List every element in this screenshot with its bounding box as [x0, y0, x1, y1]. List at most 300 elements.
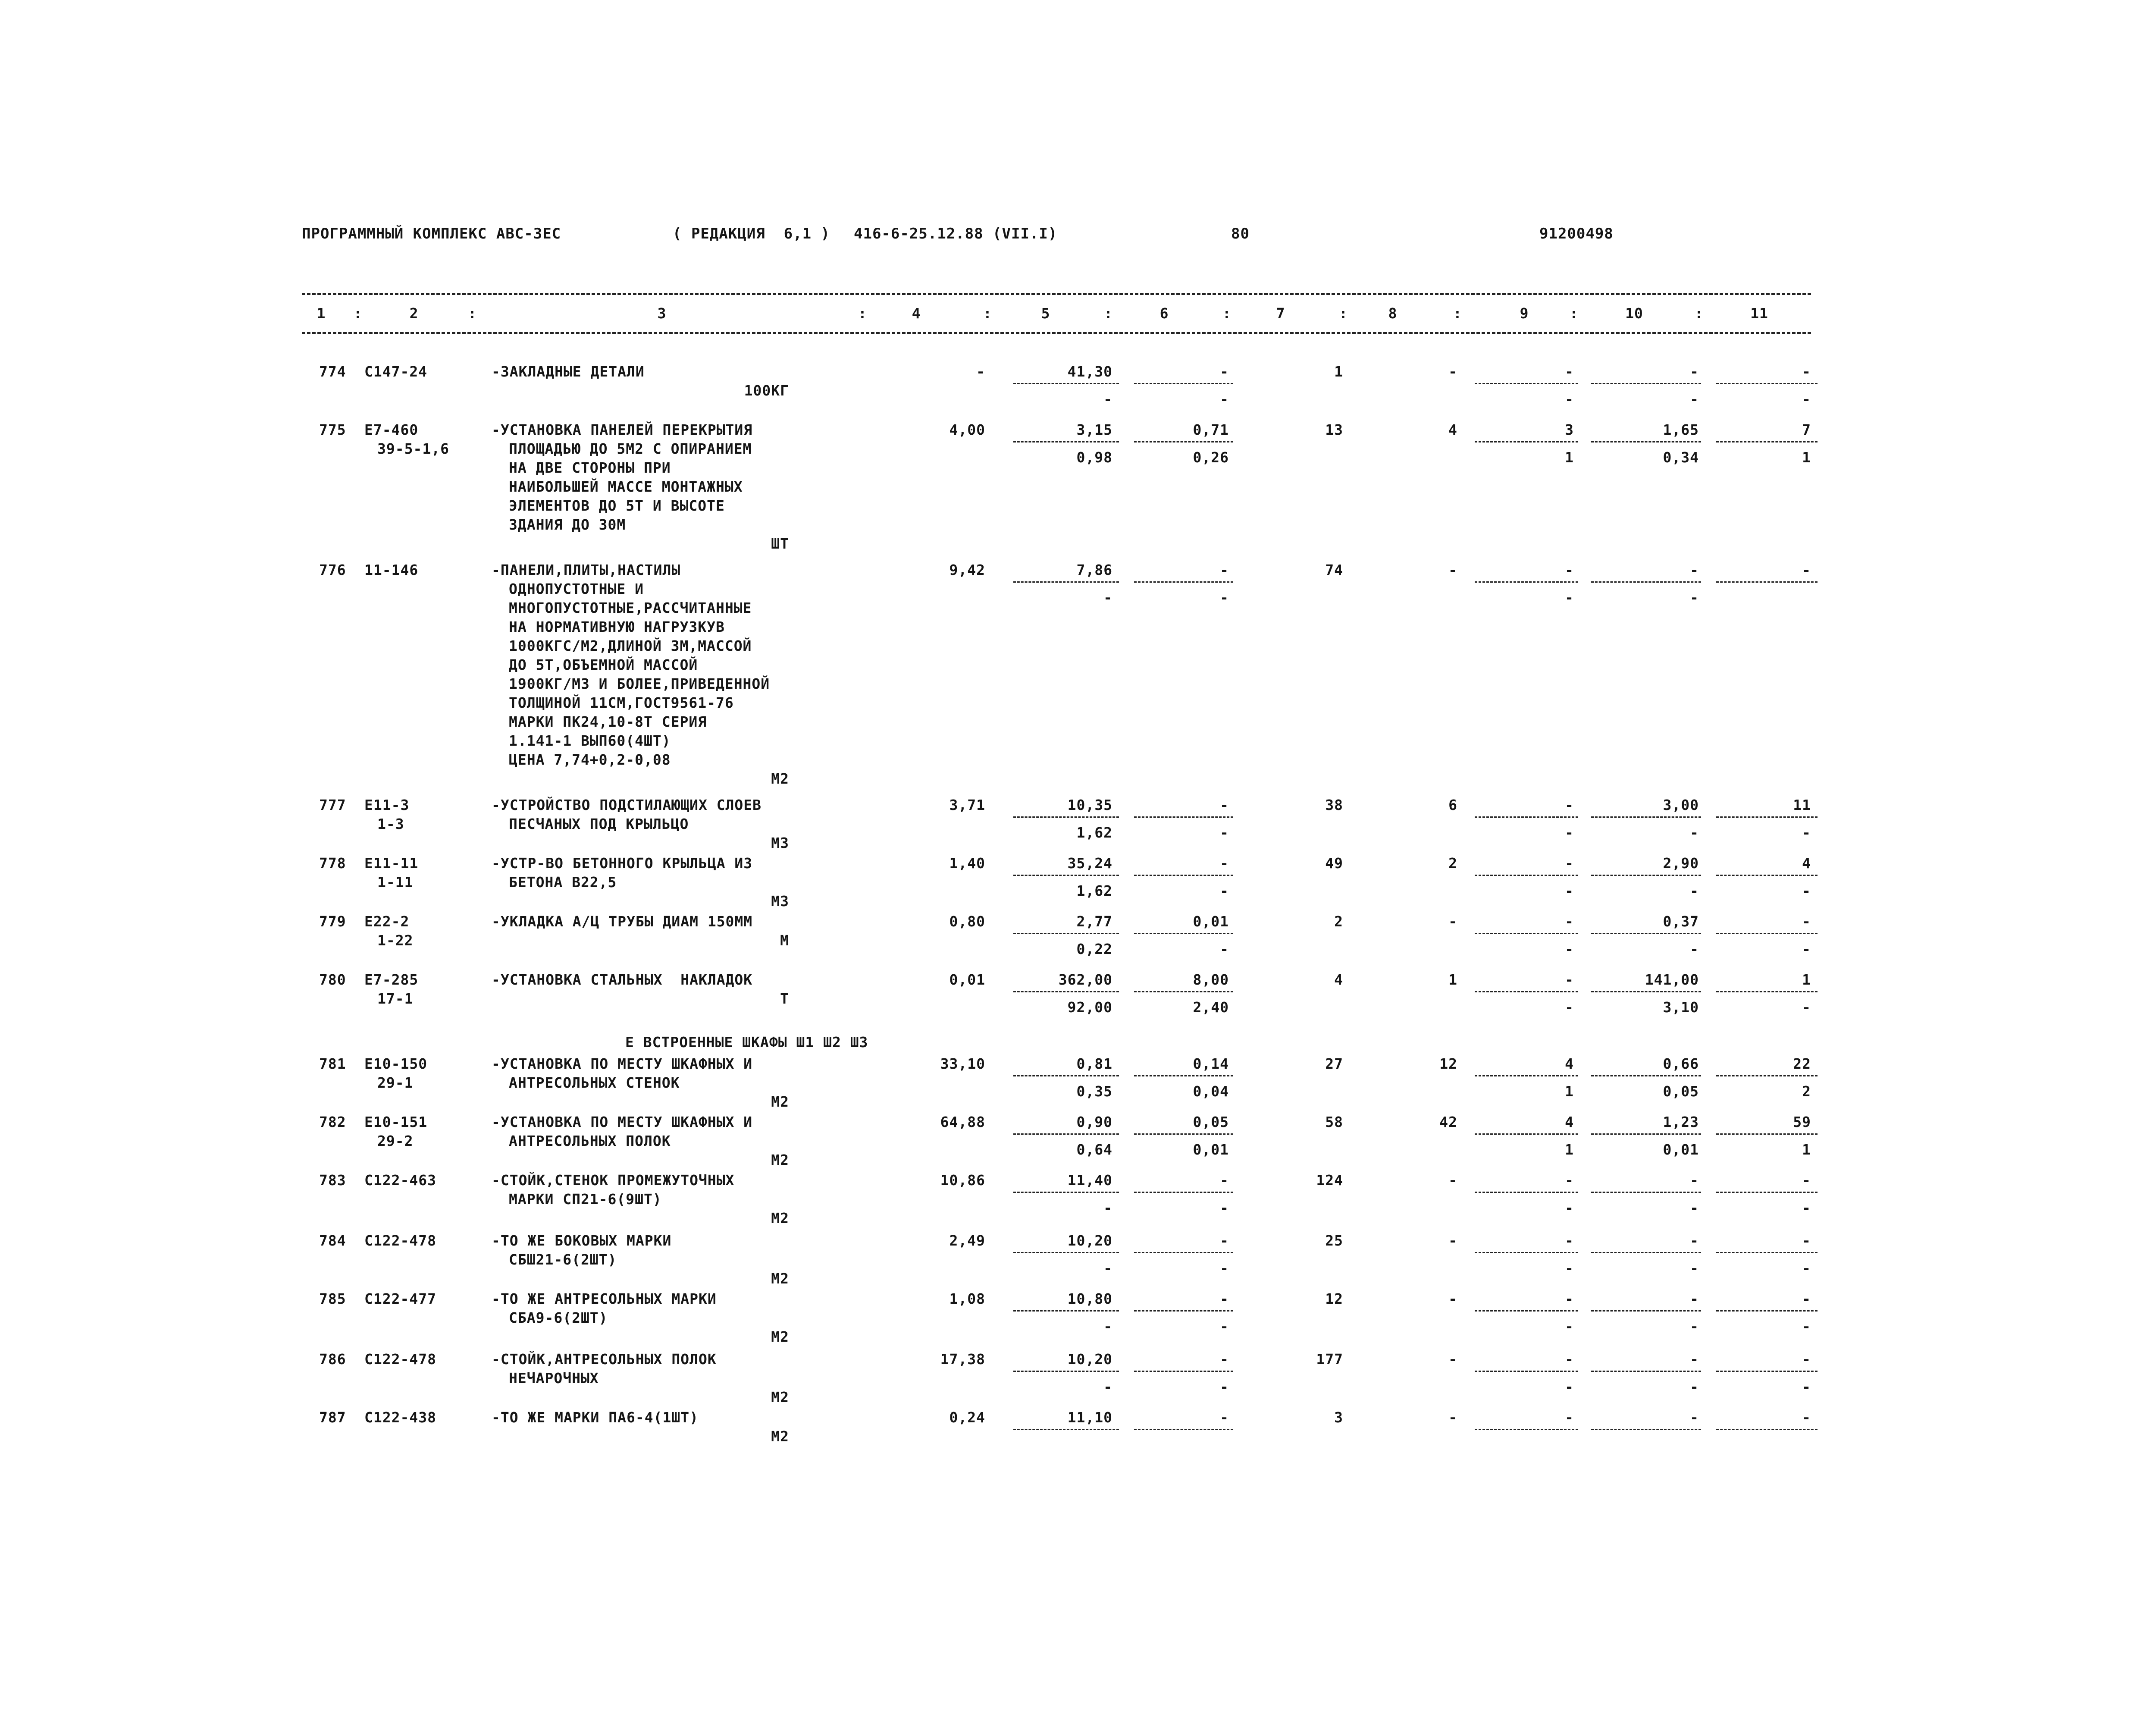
wage-sub-value: -	[1220, 824, 1229, 841]
wage-value: 0,71	[1193, 421, 1229, 438]
labor-sub-value: -	[1565, 1318, 1574, 1335]
wage-sub-value: -	[1220, 941, 1229, 957]
work-description-line: АНТРЕСОЛЬНЫХ ПОЛОК	[509, 1133, 671, 1149]
column-10-header: 10	[1625, 305, 1643, 322]
machine-value: 141,00	[1645, 971, 1699, 988]
wage-sub-value: 0,04	[1193, 1083, 1229, 1100]
unit-of-measure: М3	[771, 835, 789, 851]
row-number: 778	[319, 855, 346, 872]
total-machine-value: 4	[1802, 855, 1811, 872]
column-3-header: 3	[657, 305, 667, 322]
cell-separator-rule	[1013, 991, 1119, 992]
cell-separator-rule	[1716, 383, 1818, 384]
work-description-line: 1900КГ/М3 И БОЛЕЕ,ПРИВЕДЕННОЙ	[509, 675, 770, 692]
work-description-line: ПЛОЩАДЬЮ ДО 5М2 С ОПИРАНИЕМ	[509, 440, 752, 457]
total-cost-value: 49	[1325, 855, 1343, 872]
cell-separator-rule	[1716, 1192, 1818, 1193]
row-number: 783	[319, 1172, 346, 1189]
cell-separator-rule	[1134, 991, 1233, 992]
unit-cost-sub-value: 0,64	[1076, 1141, 1112, 1158]
norm-code: С122-478	[364, 1232, 436, 1249]
norm-code: Е7-460	[364, 421, 419, 438]
machine-value: -	[1690, 562, 1699, 578]
cell-separator-rule	[1475, 1310, 1578, 1312]
work-description-line: НА НОРМАТИВНУЮ НАГРУЗКУВ	[509, 618, 725, 635]
total-machine-value: -	[1802, 1409, 1811, 1426]
edition-label: ( РЕДАКЦИЯ 6,1 )	[673, 225, 830, 242]
wage-sub-value: 2,40	[1193, 999, 1229, 1016]
machine-sub-value: 0,01	[1663, 1141, 1699, 1158]
labor-sub-value: -	[1565, 589, 1574, 606]
quantity-value: 17,38	[940, 1351, 985, 1368]
work-description-line: -ТО ЖЕ БОКОВЫХ МАРКИ	[492, 1232, 672, 1249]
column-separator: :	[1222, 305, 1232, 322]
work-description-line: -УСТАНОВКА СТАЛЬНЫХ НАКЛАДОК	[492, 971, 753, 988]
cell-separator-rule	[1134, 1192, 1233, 1193]
quantity-value: 0,24	[949, 1409, 985, 1426]
header-bottom-rule	[302, 332, 1811, 334]
unit-of-measure: М2	[771, 1328, 789, 1345]
wage-sub-value: -	[1220, 1260, 1229, 1277]
total-machine-value: -	[1802, 1351, 1811, 1368]
labor-value: -	[1565, 1232, 1574, 1249]
cell-separator-rule	[1591, 383, 1701, 384]
total-machine-value: -	[1802, 1290, 1811, 1307]
norm-code: Е22-2	[364, 913, 410, 930]
wage-value: 0,14	[1193, 1055, 1229, 1072]
unit-cost-value: 10,20	[1067, 1232, 1112, 1249]
total-cost-value: 25	[1325, 1232, 1343, 1249]
total-machine-value: 11	[1793, 797, 1811, 813]
norm-code: С122-477	[364, 1290, 436, 1307]
unit-of-measure: М2	[771, 1152, 789, 1168]
unit-cost-sub-value: 0,35	[1076, 1083, 1112, 1100]
cell-separator-rule	[1475, 933, 1578, 934]
quantity-value: 9,42	[949, 562, 985, 578]
total-wage-value: -	[1448, 1232, 1457, 1249]
total-cost-value: 2	[1334, 913, 1343, 930]
labor-value: 4	[1565, 1114, 1574, 1130]
labor-value: -	[1565, 971, 1574, 988]
cell-separator-rule	[1013, 1310, 1119, 1312]
norm-code-reference: 17-1	[377, 990, 414, 1007]
cell-separator-rule	[1013, 1429, 1119, 1430]
norm-code-reference: 1-22	[377, 932, 414, 949]
work-description-line: МАРКИ ПК24,10-8Т СЕРИЯ	[509, 713, 707, 730]
cell-separator-rule	[1591, 1192, 1701, 1193]
cell-separator-rule	[1591, 991, 1701, 992]
cell-separator-rule	[1475, 1252, 1578, 1253]
cell-separator-rule	[1716, 581, 1818, 583]
total-wage-value: -	[1448, 363, 1457, 380]
header-top-rule	[302, 293, 1811, 295]
unit-of-measure: М2	[771, 1093, 789, 1110]
norm-code: С122-478	[364, 1351, 436, 1368]
machine-sub-value: -	[1690, 1318, 1699, 1335]
unit-cost-sub-value: 1,62	[1076, 882, 1112, 899]
cell-separator-rule	[1716, 1252, 1818, 1253]
total-cost-value: 13	[1325, 421, 1343, 438]
labor-value: -	[1565, 913, 1574, 930]
machine-sub-value: -	[1690, 824, 1699, 841]
unit-cost-sub-value: -	[1103, 1199, 1112, 1216]
norm-code: С122-463	[364, 1172, 436, 1189]
cell-separator-rule	[1716, 1429, 1818, 1430]
unit-of-measure: ШТ	[771, 535, 789, 552]
machine-sub-value: -	[1690, 589, 1699, 606]
norm-code: Е7-285	[364, 971, 419, 988]
unit-cost-value: 35,24	[1067, 855, 1112, 872]
labor-sub-value: -	[1565, 941, 1574, 957]
labor-value: -	[1565, 363, 1574, 380]
cell-separator-rule	[1716, 1371, 1818, 1372]
total-wage-value: 1	[1448, 971, 1457, 988]
machine-sub-value: -	[1690, 941, 1699, 957]
total-machine-sub-value: -	[1802, 1199, 1811, 1216]
cell-separator-rule	[1013, 875, 1119, 876]
unit-of-measure: 100КГ	[744, 382, 789, 399]
wage-value: -	[1220, 1290, 1229, 1307]
machine-value: -	[1690, 1232, 1699, 1249]
cell-separator-rule	[1716, 441, 1818, 442]
cell-separator-rule	[1134, 1310, 1233, 1312]
machine-value: 1,65	[1663, 421, 1699, 438]
cell-separator-rule	[1591, 1429, 1701, 1430]
unit-of-measure: М	[780, 932, 789, 949]
total-machine-value: -	[1802, 1172, 1811, 1189]
unit-of-measure: М2	[771, 1428, 789, 1445]
program-name: ПРОГРАММНЫЙ КОМПЛЕКС АВС-3ЕС	[302, 225, 561, 242]
total-machine-value: 22	[1793, 1055, 1811, 1072]
work-description-line: 1.141-1 ВЫП60(4ШТ)	[509, 732, 671, 749]
work-description-line: АНТРЕСОЛЬНЫХ СТЕНОК	[509, 1074, 680, 1091]
work-description-line: ЭЛЕМЕНТОВ ДО 5Т И ВЫСОТЕ	[509, 497, 725, 514]
quantity-value: 2,49	[949, 1232, 985, 1249]
row-number: 777	[319, 797, 346, 813]
unit-of-measure: Т	[780, 990, 789, 1007]
row-number: 786	[319, 1351, 346, 1368]
section-title: Е ВСТРОЕННЫЕ ШКАФЫ Ш1 Ш2 Ш3	[625, 1034, 868, 1051]
total-machine-value: -	[1802, 913, 1811, 930]
total-cost-value: 4	[1334, 971, 1343, 988]
row-number: 785	[319, 1290, 346, 1307]
cell-separator-rule	[1134, 1429, 1233, 1430]
cell-separator-rule	[1134, 1252, 1233, 1253]
labor-value: 4	[1565, 1055, 1574, 1072]
wage-sub-value: 0,26	[1193, 449, 1229, 466]
total-cost-value: 58	[1325, 1114, 1343, 1130]
cell-separator-rule	[1591, 1075, 1701, 1076]
column-separator: :	[1453, 305, 1462, 322]
wage-sub-value: -	[1220, 1318, 1229, 1335]
total-wage-value: -	[1448, 562, 1457, 578]
row-number: 780	[319, 971, 346, 988]
total-wage-value: -	[1448, 913, 1457, 930]
work-description-line: -ПАНЕЛИ,ПЛИТЫ,НАСТИЛЫ	[492, 562, 681, 578]
machine-sub-value: -	[1690, 1260, 1699, 1277]
cell-separator-rule	[1475, 1192, 1578, 1193]
machine-value: -	[1690, 363, 1699, 380]
total-wage-value: 6	[1448, 797, 1457, 813]
work-description-line: -ТО ЖЕ АНТРЕСОЛЬНЫХ МАРКИ	[492, 1290, 717, 1307]
cell-separator-rule	[1716, 875, 1818, 876]
quantity-value: -	[976, 363, 985, 380]
wage-value: -	[1220, 1409, 1229, 1426]
cell-separator-rule	[1591, 441, 1701, 442]
cell-separator-rule	[1591, 933, 1701, 934]
labor-value: -	[1565, 797, 1574, 813]
total-wage-value: -	[1448, 1290, 1457, 1307]
document-code: 416-6-25.12.88 (VII.I)	[854, 225, 1058, 242]
cell-separator-rule	[1134, 875, 1233, 876]
work-description-line: БЕТОНА В22,5	[509, 874, 617, 891]
wage-sub-value: -	[1220, 882, 1229, 899]
unit-cost-value: 10,20	[1067, 1351, 1112, 1368]
cell-separator-rule	[1013, 933, 1119, 934]
labor-sub-value: -	[1565, 824, 1574, 841]
wage-value: -	[1220, 1172, 1229, 1189]
total-wage-value: 12	[1439, 1055, 1457, 1072]
labor-value: -	[1565, 1409, 1574, 1426]
cell-separator-rule	[1134, 383, 1233, 384]
cell-separator-rule	[1591, 1133, 1701, 1135]
unit-cost-value: 7,86	[1076, 562, 1112, 578]
total-machine-sub-value: -	[1802, 1260, 1811, 1277]
machine-value: -	[1690, 1172, 1699, 1189]
total-cost-value: 124	[1316, 1172, 1343, 1189]
machine-sub-value: 3,10	[1663, 999, 1699, 1016]
cell-separator-rule	[1475, 1133, 1578, 1135]
row-number: 784	[319, 1232, 346, 1249]
unit-cost-sub-value: 92,00	[1067, 999, 1112, 1016]
labor-sub-value: 1	[1565, 1141, 1574, 1158]
quantity-value: 4,00	[949, 421, 985, 438]
total-machine-sub-value: -	[1802, 999, 1811, 1016]
cell-separator-rule	[1475, 875, 1578, 876]
column-1-header: 1	[317, 305, 326, 322]
wage-value: 0,01	[1193, 913, 1229, 930]
total-cost-value: 74	[1325, 562, 1343, 578]
work-description-line: -СТОЙК,АНТРЕСОЛЬНЫХ ПОЛОК	[492, 1351, 717, 1368]
machine-value: 1,23	[1663, 1114, 1699, 1130]
unit-cost-value: 11,10	[1067, 1409, 1112, 1426]
unit-cost-sub-value: -	[1103, 589, 1112, 606]
total-wage-value: 4	[1448, 421, 1457, 438]
page-number: 80	[1231, 225, 1250, 242]
norm-code: Е10-150	[364, 1055, 428, 1072]
labor-sub-value: -	[1565, 882, 1574, 899]
row-number: 782	[319, 1114, 346, 1130]
work-description-line: -УСТР-ВО БЕТОННОГО КРЫЛЬЦА ИЗ	[492, 855, 753, 872]
total-machine-sub-value: 2	[1802, 1083, 1811, 1100]
labor-value: -	[1565, 1351, 1574, 1368]
column-5-header: 5	[1041, 305, 1050, 322]
quantity-value: 33,10	[940, 1055, 985, 1072]
wage-value: -	[1220, 855, 1229, 872]
cell-separator-rule	[1475, 991, 1578, 992]
wage-value: -	[1220, 1232, 1229, 1249]
cell-separator-rule	[1716, 1133, 1818, 1135]
total-machine-sub-value: -	[1802, 882, 1811, 899]
unit-cost-sub-value: -	[1103, 1260, 1112, 1277]
norm-code-reference: 1-11	[377, 874, 414, 891]
unit-of-measure: М2	[771, 1389, 789, 1406]
wage-sub-value: -	[1220, 1199, 1229, 1216]
cell-separator-rule	[1716, 1310, 1818, 1312]
unit-cost-sub-value: 0,98	[1076, 449, 1112, 466]
total-cost-value: 27	[1325, 1055, 1343, 1072]
cell-separator-rule	[1013, 1371, 1119, 1372]
total-cost-value: 3	[1334, 1409, 1343, 1426]
total-machine-value: -	[1802, 363, 1811, 380]
unit-cost-sub-value: 0,22	[1076, 941, 1112, 957]
work-description-line: -УКЛАДКА А/Ц ТРУБЫ ДИАМ 150ММ	[492, 913, 753, 930]
wage-sub-value: -	[1220, 391, 1229, 408]
cell-separator-rule	[1013, 441, 1119, 442]
machine-value: 0,66	[1663, 1055, 1699, 1072]
unit-cost-value: 0,90	[1076, 1114, 1112, 1130]
cell-separator-rule	[1716, 933, 1818, 934]
machine-sub-value: 0,34	[1663, 449, 1699, 466]
total-machine-value: 7	[1802, 421, 1811, 438]
cell-separator-rule	[1475, 1371, 1578, 1372]
wage-value: -	[1220, 797, 1229, 813]
column-separator: :	[1339, 305, 1348, 322]
labor-value: -	[1565, 855, 1574, 872]
total-machine-sub-value: 1	[1802, 1141, 1811, 1158]
cell-separator-rule	[1475, 816, 1578, 818]
cell-separator-rule	[1475, 1429, 1578, 1430]
quantity-value: 10,86	[940, 1172, 985, 1189]
cell-separator-rule	[1475, 1075, 1578, 1076]
work-description-line: ОДНОПУСТОТНЫЕ И	[509, 580, 644, 597]
norm-code: Е10-151	[364, 1114, 428, 1130]
labor-value: -	[1565, 562, 1574, 578]
work-description-line: МАРКИ СП21-6(9ШТ)	[509, 1191, 662, 1208]
unit-cost-sub-value: -	[1103, 1378, 1112, 1395]
column-separator: :	[858, 305, 867, 322]
work-description-line: -СТОЙК,СТЕНОК ПРОМЕЖУТОЧНЫХ	[492, 1172, 735, 1189]
cell-separator-rule	[1716, 1075, 1818, 1076]
work-description-line: -УСТАНОВКА ПО МЕСТУ ШКАФНЫХ И	[492, 1114, 753, 1130]
total-wage-value: -	[1448, 1409, 1457, 1426]
machine-value: -	[1690, 1409, 1699, 1426]
machine-sub-value: -	[1690, 1378, 1699, 1395]
column-8-header: 8	[1388, 305, 1398, 322]
wage-sub-value: -	[1220, 1378, 1229, 1395]
quantity-value: 1,08	[949, 1290, 985, 1307]
cell-separator-rule	[1134, 1371, 1233, 1372]
total-machine-sub-value: -	[1802, 941, 1811, 957]
machine-value: 0,37	[1663, 913, 1699, 930]
total-machine-value: 59	[1793, 1114, 1811, 1130]
machine-sub-value: -	[1690, 391, 1699, 408]
column-separator: :	[983, 305, 992, 322]
cell-separator-rule	[1013, 816, 1119, 818]
total-machine-value: -	[1802, 1232, 1811, 1249]
work-description-line: ЗДАНИЯ ДО 30М	[509, 516, 626, 533]
machine-value: 2,90	[1663, 855, 1699, 872]
labor-sub-value: -	[1565, 391, 1574, 408]
cell-separator-rule	[1591, 581, 1701, 583]
cell-separator-rule	[1134, 1075, 1233, 1076]
norm-code-reference: 39-5-1,6	[377, 440, 449, 457]
work-description-line: СБШ21-6(2ШТ)	[509, 1251, 617, 1268]
column-separator: :	[1695, 305, 1704, 322]
column-separator: :	[468, 305, 477, 322]
cell-separator-rule	[1591, 1310, 1701, 1312]
labor-sub-value: -	[1565, 1199, 1574, 1216]
unit-cost-value: 362,00	[1058, 971, 1112, 988]
unit-cost-value: 41,30	[1067, 363, 1112, 380]
cell-separator-rule	[1591, 1371, 1701, 1372]
cell-separator-rule	[1013, 1133, 1119, 1135]
column-separator: :	[354, 305, 363, 322]
machine-sub-value: -	[1690, 882, 1699, 899]
labor-sub-value: 1	[1565, 449, 1574, 466]
labor-sub-value: -	[1565, 999, 1574, 1016]
machine-value: 3,00	[1663, 797, 1699, 813]
unit-of-measure: М3	[771, 893, 789, 910]
total-machine-sub-value: -	[1802, 1378, 1811, 1395]
work-description-line: -ТО ЖЕ МАРКИ ПА6-4(1ШТ)	[492, 1409, 699, 1426]
cell-separator-rule	[1475, 441, 1578, 442]
column-separator: :	[1104, 305, 1113, 322]
norm-code: 11-146	[364, 562, 419, 578]
wage-value: -	[1220, 562, 1229, 578]
quantity-value: 0,80	[949, 913, 985, 930]
quantity-value: 3,71	[949, 797, 985, 813]
wage-value: 8,00	[1193, 971, 1229, 988]
total-wage-value: -	[1448, 1351, 1457, 1368]
work-description-line: -ЗАКЛАДНЫЕ ДЕТАЛИ	[492, 363, 645, 380]
unit-cost-value: 3,15	[1076, 421, 1112, 438]
cell-separator-rule	[1475, 383, 1578, 384]
cell-separator-rule	[1013, 383, 1119, 384]
unit-cost-sub-value: -	[1103, 391, 1112, 408]
cell-separator-rule	[1013, 581, 1119, 583]
row-number: 787	[319, 1409, 346, 1426]
unit-of-measure: М2	[771, 1210, 789, 1227]
work-description-line: ЦЕНА 7,74+0,2-0,08	[509, 751, 671, 768]
norm-code-reference: 29-2	[377, 1133, 414, 1149]
labor-value: 3	[1565, 421, 1574, 438]
wage-sub-value: 0,01	[1193, 1141, 1229, 1158]
norm-code-reference: 29-1	[377, 1074, 414, 1091]
cell-separator-rule	[1013, 1192, 1119, 1193]
total-cost-value: 12	[1325, 1290, 1343, 1307]
row-number: 776	[319, 562, 346, 578]
labor-sub-value: -	[1565, 1378, 1574, 1395]
cell-separator-rule	[1591, 1252, 1701, 1253]
row-number: 774	[319, 363, 346, 380]
column-11-header: 11	[1750, 305, 1768, 322]
wage-value: 0,05	[1193, 1114, 1229, 1130]
column-2-header: 2	[409, 305, 419, 322]
norm-code: Е11-11	[364, 855, 419, 872]
machine-sub-value: 0,05	[1663, 1083, 1699, 1100]
work-description-line: -УСТАНОВКА ПАНЕЛЕЙ ПЕРЕКРЫТИЯ	[492, 421, 753, 438]
row-number: 781	[319, 1055, 346, 1072]
labor-value: -	[1565, 1172, 1574, 1189]
total-cost-value: 177	[1316, 1351, 1343, 1368]
work-description-line: НА ДВЕ СТОРОНЫ ПРИ	[509, 459, 671, 476]
norm-code: Е11-3	[364, 797, 410, 813]
work-description-line: НАИБОЛЬШЕЙ МАССЕ МОНТАЖНЫХ	[509, 478, 743, 495]
unit-cost-sub-value: 1,62	[1076, 824, 1112, 841]
total-machine-sub-value: 1	[1802, 449, 1811, 466]
cell-separator-rule	[1134, 816, 1233, 818]
